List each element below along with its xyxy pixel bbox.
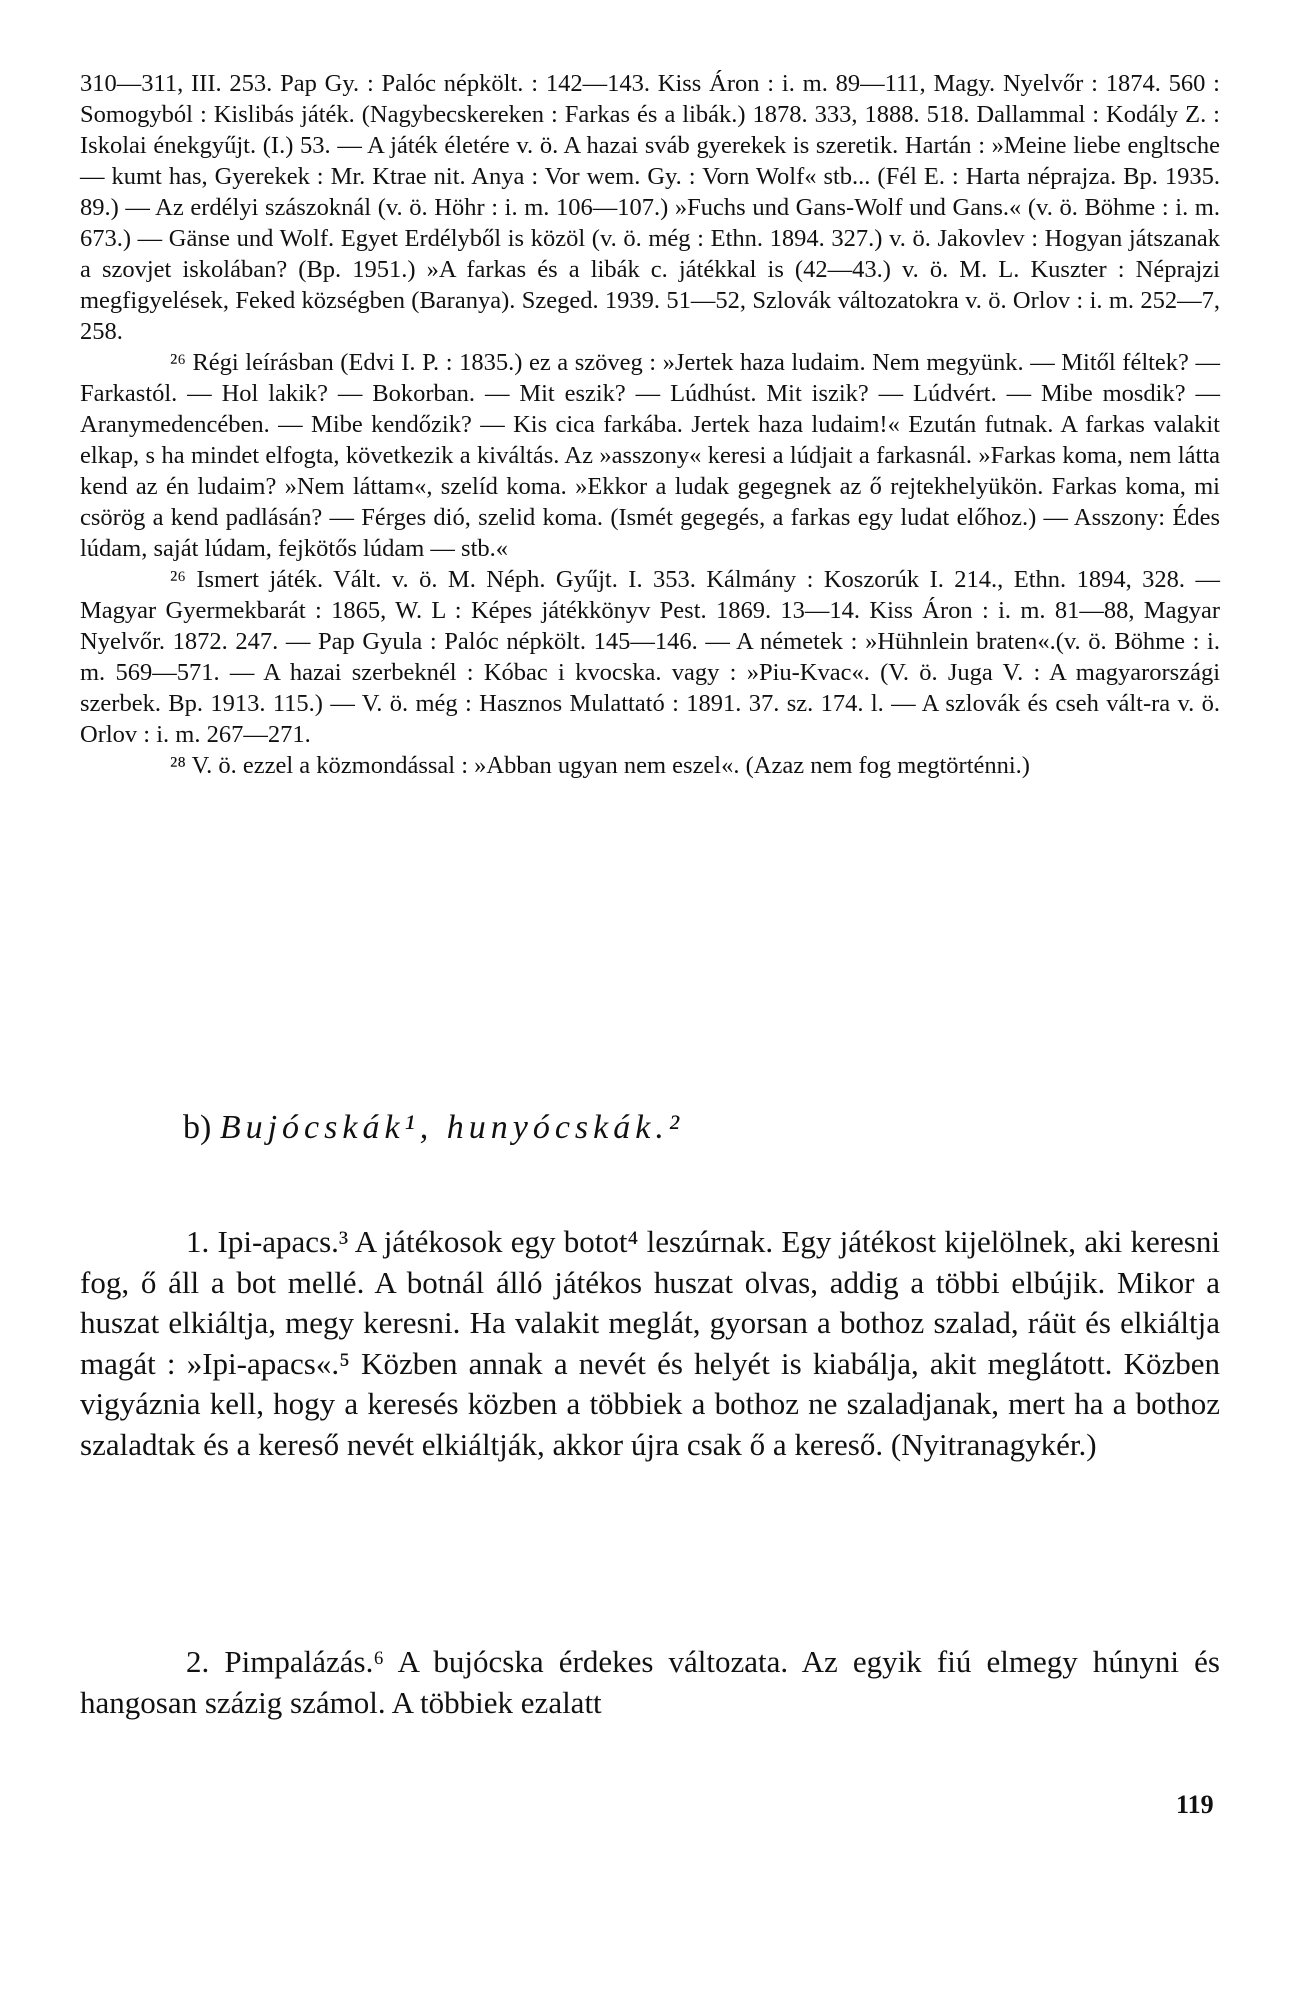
footnote-26b: ²⁶ Ismert játék. Vált. v. ö. M. Néph. Gyűjt. I. 353. Kálmány : Koszorúk I. 214., Ethn. 1894, 328. — Magyar Gyermekbarát : 1865, W. L : Képes játékkönyv Pest. 1869. 13—14. Kiss Áron : i. m. 81—88, Magyar Nyelvőr. 1872. 247. — Pap Gyula : Palóc népkölt. 145—146. — A németek : »Hühnlein braten«.(v. ö. Böhme : i. m. 569—571. — A hazai szerbeknél : Kóbac i kvocska. vagy : »Piu-Kvac«. (V. ö. Juga V. : A magyarországi szerbek. Bp. 1913. 115.) — V. ö. még : Hasznos Mulattató : 1891. 37. sz. 174. l. — A szlovák és cseh vált-ra v. ö. Orlov : i. m. 267—271. — [80, 566, 1220, 748]
paragraph-ipi-apacs: 1. Ipi-apacs.³ A játékosok egy botot⁴ leszúrnak. Egy játékost kijelölnek, aki keresni fog, ő áll a bot mellé. A botnál álló játékos huszat olvas, addig a többi elbújik. Mikor a huszat elkiáltja, megy keresni. Ha valakit meglát, gyorsan a bothoz szalad, ráüt és elkiáltja magát : »Ipi-apacs«.⁵ Közben annak a nevét és helyét is kiabálja, akit meglátott. Közben vigyáznia kell, hogy a keresés közben a többiek a bothoz ne szaladjanak, mert ha a bothoz szaladtak és a kereső nevét elkiáltják, akkor újra csak ő a kereső. (Nyitranagykér.) — [80, 1224, 1220, 1462]
section-label: b) — [183, 1109, 212, 1146]
footnote-26a: ²⁶ Régi leírásban (Edvi I. P. : 1835.) ez a szöveg : »Jertek haza ludaim. Nem megyünk. — Mitől féltek? — Farkastól. — Hol lakik? — Bokorban. — Mit eszik? — Lúdhúst. Mit iszik? — Lúdvért. — Mibe mosdik? — Aranymedencében. — Mibe kendőzik? — Kis cica farkába. Jertek haza ludaim!« Ezután futnak. A farkas valakit elkap, s ha mindet elfogta, következik a kiváltás. Az »asszony« keresi a lúdjait a farkasnál. »Farkas koma, nem látta kend az én ludaim? »Nem láttam«, szelíd koma. »Ekkor a ludak gegegnek az ő rejtekhelyükön. Farkas koma, mi csörög a kend padlásán? — Férges dió, szelid koma. (Ismét gegegés, a farkas egy ludat előhoz.) — Asszony: Édes lúdam, saját lúdam, fejkötős lúdam — stb.« — [80, 349, 1220, 562]
section-title: Bujócskák¹, hunyócskák.² — [219, 1109, 685, 1146]
page-number: 119 — [1176, 1790, 1214, 1819]
footnotes-block — [80, 68, 1220, 781]
paragraph-pimpalazas: 2. Pimpalázás.⁶ A bujócska érdekes változata. Az egyik fiú elmegy húnyni és hangosan százig számol. A többiek ezalatt — [80, 1644, 1220, 1720]
section-heading — [183, 1106, 1183, 1150]
game-description-2 — [80, 1642, 1220, 1723]
footnote-28: ²⁸ V. ö. ezzel a közmondással : »Abban ugyan nem eszel«. (Azaz nem fog megtörténni.) — [170, 752, 1030, 779]
game-description-1 — [80, 1222, 1220, 1465]
footnote-continuation: 310—311, III. 253. Pap Gy. : Palóc népkölt. : 142—143. Kiss Áron : i. m. 89—111, Magy. Nyelvőr : 1874. 560 : Somogyból : Kislibás játék. (Nagybecskereken : Farkas és a libák.) 1878. 333, 1888. 518. Dallammal : Kodály Z. : Iskolai énekgyűjt. (I.) 53. — A játék életére v. ö. A hazai sváb gyerekek is szeretik. Hartán : »Meine liebe engltsche — kumt has, Gyerekek : Mr. Ktrae nit. Anya : Vor wem. Gy. : Vorn Wolf« stb... (Fél E. : Harta néprajza. Bp. 1935. 89.) — Az erdélyi szászoknál (v. ö. Höhr : i. m. 106—107.) »Fuchs und Gans-Wolf und Gans.« (v. ö. Böhme : i. m. 673.) — Gänse und Wolf. Egyet Erdélyből is közöl (v. ö. még : Ethn. 1894. 327.) v. ö. Jakovlev : Hogyan játszanak a szovjet iskolában? (Bp. 1951.) »A farkas és a libák c. játékkal is (42—43.) v. ö. M. L. Kuszter : Néprajzi megfigyelések, Feked községben (Baranya). Szeged. 1939. 51—52, Szlovák változatokra v. ö. Orlov : i. m. 252—7, 258. — [80, 70, 1220, 345]
